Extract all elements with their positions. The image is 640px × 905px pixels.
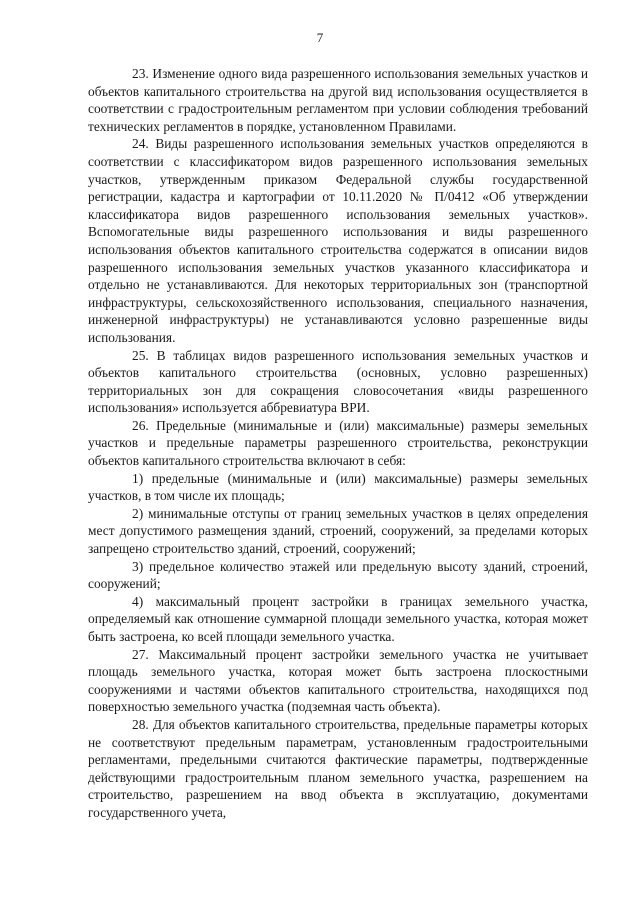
paragraph-26-item-3: 3) предельное количество этажей или предельную высоту зданий, строений, сооружений; [88,558,588,592]
paragraph-28: 28. Для объектов капитального строительства, предельные параметры которых не соответствуют предельным параметрам, установленным градостроительными регламентами, предельными считаются фактические параметры, подтвержденные действующими градостроительным планом земельного участка, разрешением на строительство, разрешением на ввод объекта в эксплуатацию, документами государственного учета, [88,716,588,820]
page-number: 7 [316,30,324,45]
paragraph-26-item-2: 2) минимальные отступы от границ земельных участков в целях определения мест допустимого размещения зданий, строений, сооружений, за пределами которых запрещено строительство зданий, строений, сооружений; [88,505,588,557]
paragraph-24: 24. Виды разрешенного использования земельных участков определяются в соответствии с классификатором видов разрешенного использования земельных участков, утвержденным приказом Федеральной службы государственной регистрации, кадастра и картографии от 10.11.2020 № П/0412 «Об утверждении классификатора видов разрешенного использования земельных участков». Вспомогательные виды разрешенного использования и виды разрешенного использования объектов капитального строительства содержатся в описании видов разрешенного использования земельных участков указанного классификатора и отдельно не устанавливаются. Для некоторых территориальных зон (транспортной инфраструктуры, сельскохозяйственного использования, специального назначения, инженерной инфраструктуры) не устанавливаются условно разрешенные виды использования. [88,136,588,345]
paragraph-27: 27. Максимальный процент застройки земельного участка не учитывает площадь земельного участка, которая может быть застроена плоскостными сооружениями и частями объектов капитального строительства, находящихся под поверхностью земельного участка (подземная часть объекта). [88,646,588,715]
paragraph-26: 26. Предельные (минимальные и (или) максимальные) размеры земельных участков и предельные параметры разрешенного строительства, реконструкции объектов капитального строительства включают в себя: [88,417,588,469]
paragraph-26-item-1: 1) предельные (минимальные и (или) максимальные) размеры земельных участков, в том числе их площадь; [88,470,588,504]
paragraph-23: 23. Изменение одного вида разрешенного использования земельных участков и объектов капитального строительства на другой вид использования осуществляется в соответствии с градостроительным регламентом при условии соблюдения требований технических регламентов в порядке, установленном Правилами. [88,66,588,134]
document-body [88,65,588,822]
paragraph-25: 25. В таблицах видов разрешенного использования земельных участков и объектов капитального строительства (основных, условно разрешенных) территориальных зон для сокращения словосочетания «виды разрешенного использования» используется аббревиатура ВРИ. [88,347,588,416]
paragraph-26-item-4: 4) максимальный процент застройки в границах земельного участка, определяемый как отношение суммарной площади земельного участка, которая может быть застроена, ко всей площади земельного участка. [88,593,588,644]
